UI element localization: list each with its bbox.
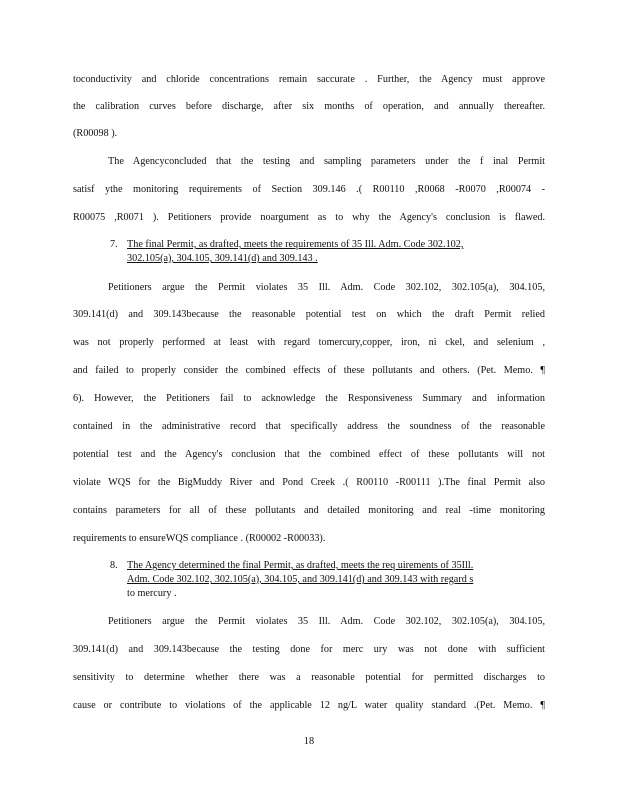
body-line: was not properly performed at least with regard tomercury,copper, iron, ni ckel, and selenium ,: [73, 337, 545, 348]
body-line: 309.141(d) and 309.143because the reasonable potential test on which the draft Permit relied: [73, 309, 545, 320]
heading-number: 8.: [110, 560, 118, 571]
heading-line: Adm. Code 302.102, 302.105(a), 304.105, and 309.141(d) and 309.143 with regard s: [127, 574, 474, 585]
body-line: violate WQS for the BigMuddy River and Pond Creek .( R00110 -R00111 ).The final Permit also: [73, 477, 545, 488]
body-line: the calibration curves before discharge, after six months of operation, and annually thereafter.: [73, 101, 545, 112]
body-line: potential test and the Agency's conclusion that the combined effect of these pollutants will not: [73, 449, 545, 460]
heading-number: 7.: [110, 239, 118, 250]
page-number: 18: [303, 736, 315, 747]
heading-line: to mercury .: [127, 588, 177, 599]
body-line: 309.141(d) and 309.143because the testing done for merc ury was not done with sufficient: [73, 644, 545, 655]
body-line: cause or contribute to violations of the applicable 12 ng/L water quality standard .(Pet. Memo. ¶: [73, 700, 545, 711]
body-line: toconductivity and chloride concentrations remain saccurate . Further, the Agency must approve: [73, 74, 545, 85]
heading-line: The final Permit, as drafted, meets the requirements of 35 Ill. Adm. Code 302.102,: [127, 239, 464, 250]
body-line: Petitioners argue the Permit violates 35 Ill. Adm. Code 302.102, 302.105(a), 304.105,: [108, 282, 545, 293]
body-line: Petitioners argue the Permit violates 35 Ill. Adm. Code 302.102, 302.105(a), 304.105,: [108, 616, 545, 627]
body-line: (R00098 ).: [73, 128, 118, 139]
heading-line: 302.105(a), 304.105, 309.141(d) and 309.143 .: [127, 253, 318, 264]
body-line: and failed to properly consider the combined effects of these pollutants and others. (Pet. Memo. ¶: [73, 365, 545, 376]
body-line: contained in the administrative record that specifically address the soundness of the reasonable: [73, 421, 545, 432]
body-line: R00075 ,R0071 ). Petitioners provide noargument as to why the Agency's conclusion is flawed.: [73, 212, 545, 223]
heading-line: The Agency determined the final Permit, as drafted, meets the req uirements of 35Ill.: [127, 560, 474, 571]
body-line: 6). However, the Petitioners fail to acknowledge the Responsiveness Summary and information: [73, 393, 545, 404]
body-line: sensitivity to determine whether there was a reasonable potential for permitted discharges to: [73, 672, 545, 683]
body-line: satisf ythe monitoring requirements of Section 309.146 .( R00110 ,R0068 -R0070 ,R00074 -: [73, 184, 545, 195]
body-line: contains parameters for all of these pollutants and detailed monitoring and real -time monitoring: [73, 505, 545, 516]
body-line: requirements to ensureWQS compliance . (R00002 -R00033).: [73, 533, 326, 544]
body-line: The Agencyconcluded that the testing and sampling parameters under the f inal Permit: [108, 156, 545, 167]
